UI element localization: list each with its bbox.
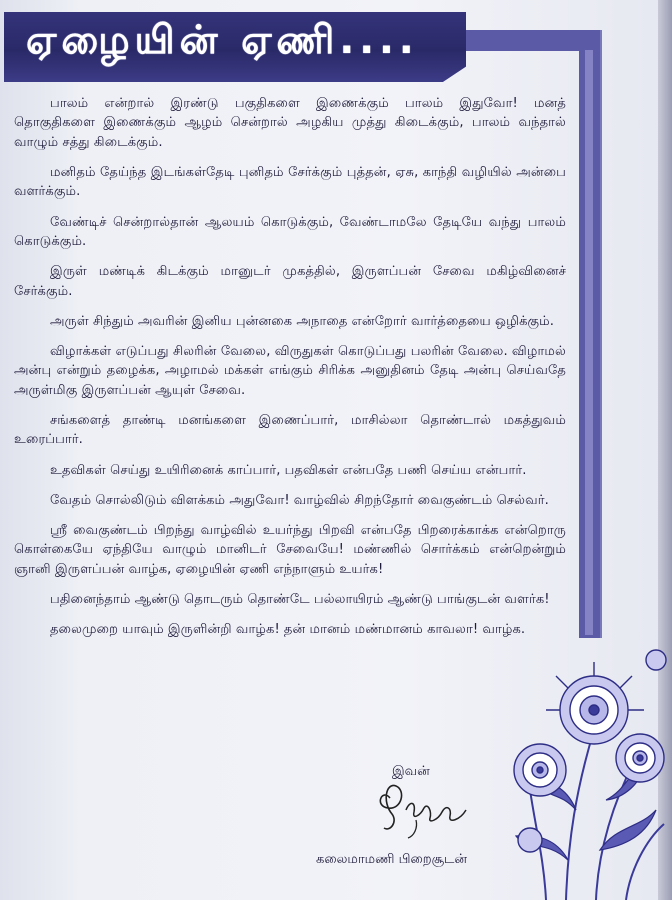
paragraph: பதினைந்தாம் ஆண்டு தொடரும் தொண்டே பல்லாயிரம் ஆண்டு பாங்குடன் வளர்க! bbox=[50, 592, 550, 608]
paragraph: தலைமுறை யாவும் இருளின்றி வாழ்க! தன் மானம் மண்மானம் காவலா! வாழ்க. bbox=[50, 622, 526, 638]
paragraph: இருள் மண்டிக் கிடக்கும் மானுடர் முகத்தில், இருளப்பன் சேவை மகிழ்வினைச் சேர்க்கும். bbox=[14, 264, 566, 299]
paragraph: சங்களைத் தாண்டி மனங்களை இணைப்பார், மாசில்லா தொண்டால் மகத்துவம் உரைப்பார். bbox=[14, 413, 566, 448]
signoff: இவன் bbox=[392, 764, 430, 779]
frame-inner-stripe bbox=[585, 50, 593, 635]
paragraph: வேண்டிச் சென்றால்தான் ஆலயம் கொடுக்கும், வேண்டாமலே தேடியே வந்து பாலம் கொடுக்கும். bbox=[14, 214, 566, 250]
paragraph: மனிதம் தேய்ந்த இடங்கள்தேடி புனிதம் சேர்க்கும் புத்தன், ஏசு, காந்தி வழியில் அன்பை வளர்க்கும். bbox=[14, 165, 566, 200]
signature-image bbox=[372, 780, 472, 842]
page-title: ஏழையின் ஏணி.... bbox=[26, 18, 419, 63]
article-body bbox=[14, 94, 566, 651]
paragraph: பாலம் என்றால் இரண்டு பகுதிகளை இணைக்கும் பாலம் இதுவோ! மனத் தொகுதிகளை இணைக்கும் ஆழம் சென்றால் அழகிய முத்து கிடைக்கும், பாலம் வந்தால் வாழும் சத்து கிடைக்கும். bbox=[14, 96, 566, 150]
paragraph: அருள் சிந்தும் அவரின் இனிய புன்னகை அநாதை என்றோர் வார்த்தையை ஒழிக்கும். bbox=[50, 313, 554, 329]
paragraph: வேதம் சொல்லிடும் விளக்கம் அதுவோ! வாழ்வில் சிறந்தோர் வைகுண்டம் செல்வர். bbox=[50, 492, 549, 508]
paragraph: விழாக்கள் எடுப்பது சிலரின் வேலை, விருதுகள் கொடுப்பது பலரின் வேலை. விழாமல் அன்பு என்றும் தழைக்க, அழாமல் மக்கள் எங்கும் சிரிக்க அனுதினம் தேடி அன்பு செய்வதே அருள்மிகு இருளப்பன் ஆயுள் சேவை. bbox=[14, 344, 566, 398]
author-name: கலைமாமணி பிறைசூடன் bbox=[316, 852, 467, 867]
paragraph: உதவிகள் செய்து உயிரினைக் காப்பார், பதவிகள் என்பதே பணி செய்ய என்பார். bbox=[50, 462, 527, 478]
paragraph: ஸ்ரீ வைகுண்டம் பிறந்து வாழ்வில் உயர்ந்து பிறவி என்பதே பிறரைக்காக்க என்றொரு கொள்கையே ஏந்தியே வாழும் மானிடர் சேவையே! மண்ணில் சொர்க்கம் என்றென்றும் ஞானி இருளப்பன் வாழ்க, ஏழையின் ஏணி எந்நாளும் உயர்க! bbox=[14, 523, 566, 577]
flower-illustration bbox=[506, 640, 672, 900]
